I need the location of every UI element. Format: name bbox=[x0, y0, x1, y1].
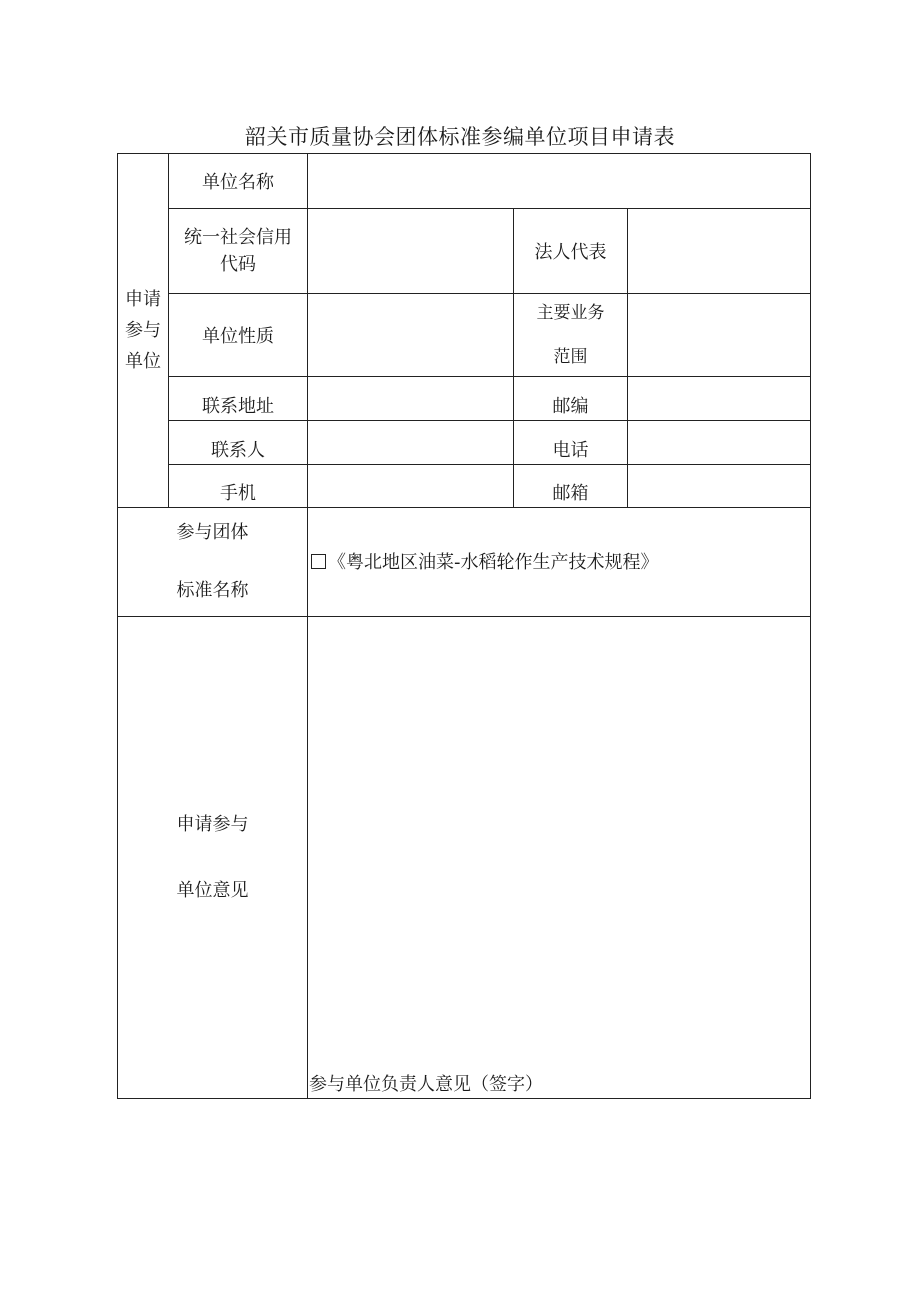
credit-code-label bbox=[169, 209, 308, 294]
standard-name-label-line-2: 标准名称 bbox=[176, 580, 249, 601]
opinion-field[interactable] bbox=[308, 617, 811, 1099]
standard-option-text: 《粤北地区油菜-水稻轮作生产技术规程》 bbox=[328, 552, 659, 573]
email-field[interactable] bbox=[628, 465, 811, 508]
postcode-label: 邮编 bbox=[514, 377, 628, 421]
standard-option[interactable] bbox=[308, 508, 811, 617]
business-scope-label-line-1: 主要业务 bbox=[536, 303, 605, 323]
legal-rep-field[interactable] bbox=[628, 209, 811, 294]
credit-code-label-line-2: 代码 bbox=[220, 254, 256, 275]
applicant-group-label-line-3: 单位 bbox=[125, 351, 161, 372]
application-form-table bbox=[117, 153, 811, 1099]
applicant-group-label-line-1: 申请 bbox=[125, 289, 161, 310]
unit-name-label: 单位名称 bbox=[169, 154, 308, 209]
address-field[interactable] bbox=[308, 377, 514, 421]
signature-label: 参与单位负责人意见（签字） bbox=[309, 1074, 543, 1095]
unit-nature-label: 单位性质 bbox=[169, 294, 308, 377]
applicant-group-label-line-2: 参与 bbox=[125, 320, 161, 341]
contact-label: 联系人 bbox=[169, 421, 308, 465]
standard-checkbox[interactable] bbox=[311, 554, 326, 569]
mobile-label: 手机 bbox=[169, 465, 308, 508]
phone-label: 电话 bbox=[514, 421, 628, 465]
credit-code-field[interactable] bbox=[308, 209, 514, 294]
business-scope-label-line-2: 范围 bbox=[553, 347, 588, 367]
standard-name-label-line-1: 参与团体 bbox=[176, 522, 249, 543]
business-scope-label bbox=[514, 294, 628, 377]
email-label: 邮箱 bbox=[514, 465, 628, 508]
opinion-label bbox=[118, 617, 308, 1099]
standard-name-label bbox=[118, 508, 308, 617]
business-scope-field[interactable] bbox=[628, 294, 811, 377]
page-title: 韶关市质量协会团体标准参编单位项目申请表 bbox=[245, 125, 675, 149]
credit-code-label-line-1: 统一社会信用 bbox=[184, 227, 292, 248]
unit-nature-field[interactable] bbox=[308, 294, 514, 377]
postcode-field[interactable] bbox=[628, 377, 811, 421]
contact-field[interactable] bbox=[308, 421, 514, 465]
address-label: 联系地址 bbox=[169, 377, 308, 421]
applicant-group-label bbox=[118, 154, 169, 508]
mobile-field[interactable] bbox=[308, 465, 514, 508]
opinion-label-line-2: 单位意见 bbox=[176, 879, 249, 901]
unit-name-field[interactable] bbox=[308, 154, 811, 209]
phone-field[interactable] bbox=[628, 421, 811, 465]
legal-rep-label: 法人代表 bbox=[514, 209, 628, 294]
opinion-label-line-1: 申请参与 bbox=[176, 813, 249, 835]
